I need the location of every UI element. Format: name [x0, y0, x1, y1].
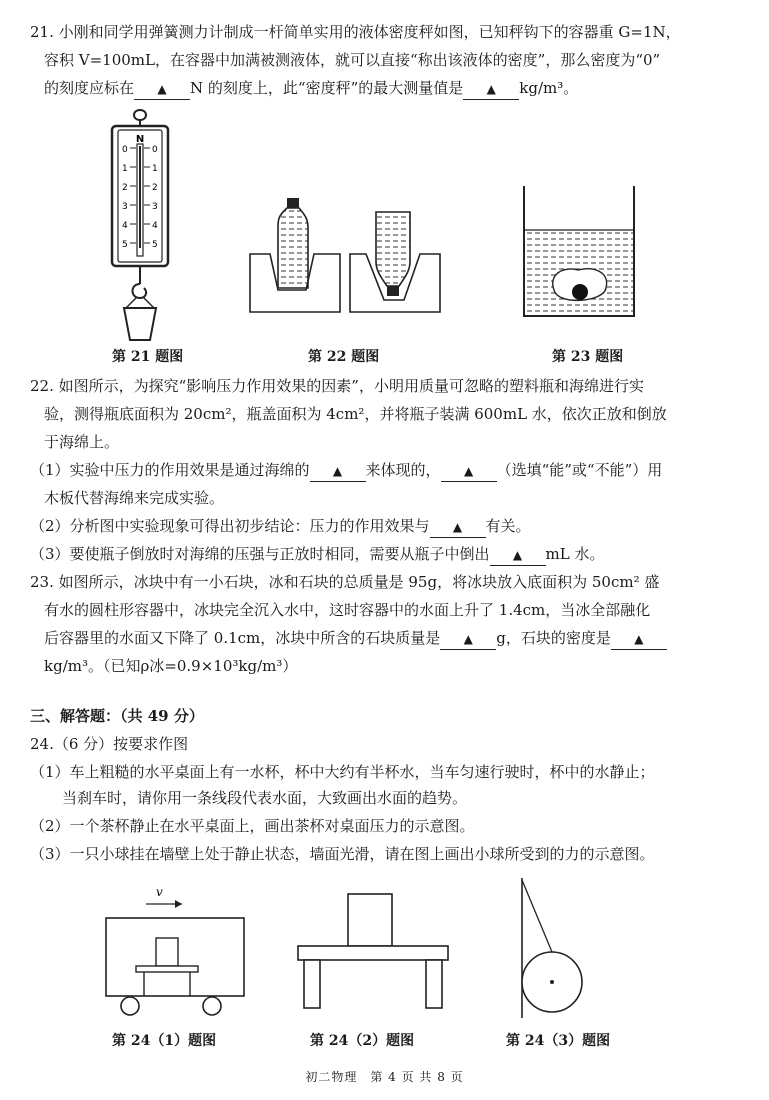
blank-marker: ▲ — [332, 464, 343, 478]
scale-tick-label: 1 — [152, 164, 158, 174]
fig24-2-caption: 第 24（2）题图 — [310, 1033, 415, 1049]
q22-part1a: （1）实验中压力的作用效果是通过海绵的 — [30, 461, 310, 479]
velocity-label: v — [156, 885, 163, 899]
scale-tick-label: 3 — [122, 202, 128, 212]
q21-blank-1[interactable] — [134, 78, 190, 100]
q22-blank-4[interactable] — [490, 544, 546, 566]
fig23-container-with-ice — [518, 182, 640, 322]
fig24-1-caption: 第 24（1）题图 — [112, 1033, 217, 1049]
q22-line2: 验，测得瓶底面积为 20cm²，瓶盖面积为 4cm²，并将瓶子装满 600mL 水，依次正放和倒放 — [44, 405, 667, 423]
fig24-3-ball-on-wall — [512, 876, 592, 1022]
q22-part1d: 木板代替海绵来完成实验。 — [44, 489, 225, 507]
fig23-caption: 第 23 题图 — [552, 349, 624, 365]
blank-marker: ▲ — [157, 82, 167, 96]
scale-tick-label: 4 — [152, 221, 158, 231]
fig22-bottles-on-sponge — [248, 190, 443, 320]
q21-line3 — [44, 78, 578, 100]
q22-blank-1[interactable] — [310, 460, 366, 482]
fig21-caption: 第 21 题图 — [112, 349, 184, 365]
q23-line3 — [44, 628, 667, 650]
q23-line1: 23. 如图所示，冰块中有一小石块，冰和石块的总质量是 95g，将冰块放入底面积为 50cm² 盛 — [30, 573, 660, 591]
q22-part1b: 来体现的， — [365, 461, 441, 479]
q23-line3b: g，石块的密度是 — [496, 629, 611, 647]
q23-line3a: 后容器里的水面又下降了 0.1cm，冰块中所含的石块质量是 — [44, 629, 441, 647]
blank-marker: ▲ — [463, 464, 474, 478]
scale-tick-label: 3 — [152, 202, 158, 212]
page-footer: 初二物理 第 4 页 共 8 页 — [305, 1070, 464, 1084]
q21-blank-2[interactable] — [463, 78, 519, 100]
q23-blank-1[interactable] — [440, 628, 496, 650]
blank-marker: ▲ — [512, 548, 523, 562]
scale-tick-label: 2 — [152, 183, 158, 193]
fig24-1-cart — [100, 884, 250, 1022]
q21-line3c: kg/m³。 — [519, 79, 579, 97]
q23-line4: kg/m³。（已知ρ冰=0.9×10³kg/m³） — [44, 657, 298, 675]
scale-tick-label: 5 — [152, 240, 158, 250]
q24-part3: （3）一只小球挂在墙壁上处于静止状态，墙面光滑，请在图上画出小球所受到的力的示意图。 — [30, 845, 655, 863]
q21-line2: 容积 V=100mL，在容器中加满被测液体，就可以直接“称出该液体的密度”，那么密度为“0” — [44, 51, 661, 69]
scale-tick-label: 0 — [152, 145, 158, 155]
blank-marker: ▲ — [463, 632, 473, 646]
q24-part2: （2）一个茶杯静止在水平桌面上，画出茶杯对桌面压力的示意图。 — [30, 817, 475, 835]
q22-part3a: （3）要使瓶子倒放时对海绵的压强与正放时相同，需要从瓶子中倒出 — [30, 545, 490, 563]
q22-line3: 于海绵上。 — [44, 433, 120, 451]
fig24-3-caption: 第 24（3）题图 — [506, 1033, 611, 1049]
q22-part3 — [30, 544, 605, 566]
q24-part1b: 当刹车时，请你用一条线段代表水面，大致画出水面的趋势。 — [62, 789, 468, 807]
q21-line1: 21. 小刚和同学用弹簧测力计制成一杆简单实用的液体密度秤如图，已知秤钩下的容器重 G=1N， — [30, 23, 681, 41]
q22-blank-2[interactable] — [441, 460, 497, 482]
q22-part3b: mL 水。 — [545, 545, 605, 563]
blank-marker: ▲ — [486, 82, 496, 96]
scale-unit-label: N — [135, 134, 145, 145]
scale-tick-label: 4 — [122, 221, 128, 231]
blank-marker: ▲ — [452, 520, 463, 534]
q22-part2 — [30, 516, 531, 538]
section3-title: 三、解答题：（共 49 分） — [30, 707, 204, 725]
fig24-2-cup-on-table — [294, 890, 454, 1012]
scale-tick-label: 5 — [122, 240, 128, 250]
scale-tick-label: 2 — [122, 183, 128, 193]
blank-marker: ▲ — [634, 632, 644, 646]
fig21-spring-scale — [100, 108, 180, 348]
q22-blank-3[interactable] — [430, 516, 486, 538]
q21-line3a: 的刻度应标在 — [44, 79, 135, 97]
q22-part2a: （2）分析图中实验现象可得出初步结论：压力的作用效果与 — [30, 517, 430, 535]
q24-title: 24.（6 分）按要求作图 — [30, 735, 189, 753]
q23-line2: 有水的圆柱形容器中，冰块完全沉入水中，这时容器中的水面上升了 1.4cm，当冰全部融化 — [44, 601, 651, 619]
q22-part1c: （选填“能”或“不能”）用 — [496, 461, 663, 479]
scale-tick-label: 1 — [122, 164, 128, 174]
q22-part2b: 有关。 — [485, 517, 531, 535]
q21-line3b: N 的刻度上，此“密度秤”的最大测量值是 — [190, 79, 464, 97]
q22-line1: 22. 如图所示，为探究“影响压力作用效果的因素”，小明用质量可忽略的塑料瓶和海绵进行实 — [30, 377, 644, 395]
q22-part1 — [30, 460, 662, 482]
fig22-caption: 第 22 题图 — [308, 349, 380, 365]
q24-part1a: （1）车上粗糙的水平桌面上有一水杯，杯中大约有半杯水，当车匀速行驶时，杯中的水静止； — [30, 763, 655, 781]
scale-tick-label: 0 — [122, 145, 128, 155]
q23-blank-2[interactable] — [611, 628, 667, 650]
